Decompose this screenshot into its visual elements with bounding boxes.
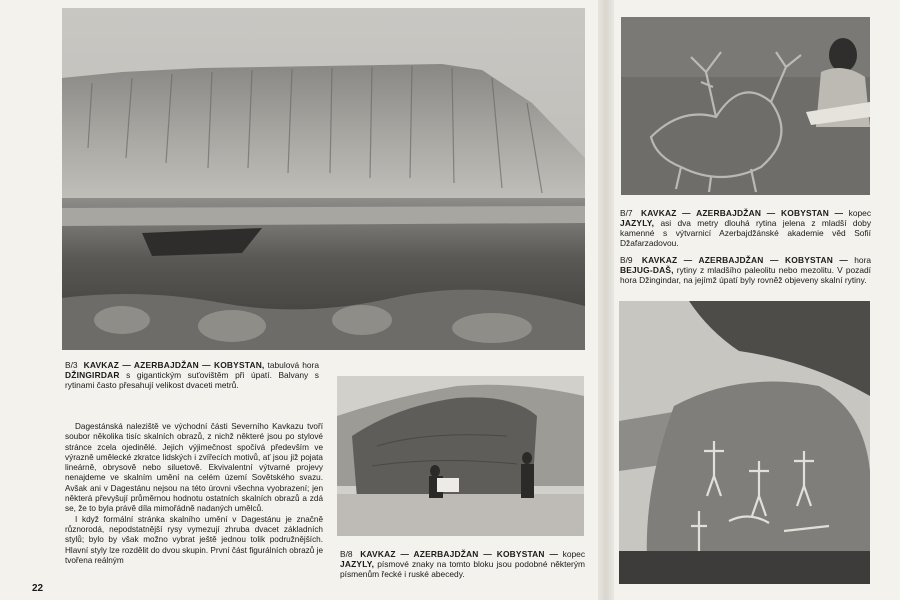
caption-place-name: JAZYLY, [340, 559, 375, 569]
caption-b9 [620, 255, 871, 285]
page-gutter [598, 0, 614, 600]
caption-pre: tabulová hora [267, 360, 320, 370]
figure-number: B/8 [340, 549, 353, 559]
body-paragraph: I když formální stránka skalního umění v Dagestánu je značně různorodá, nepodstatnější rysy vymezují zhruba dvacet základních stylů; bylo by však možno vybrat ještě jednou tolik podružnějších. Hlavní styly lze rozdělit do dvou skupin. První část figurálních obrazů je tvořena reálným [65, 514, 323, 565]
caption-heading: KAVKAZ — AZERBAJDŽAN — KOBYSTAN, [83, 360, 265, 370]
photo-b7-deer-engraving [621, 17, 870, 195]
caption-place-name: JAZYLY, [620, 218, 655, 228]
caption-heading: KAVKAZ — AZERBAJDŽAN — KOBYSTAN — [641, 255, 848, 265]
figure-number: B/3 [65, 360, 78, 370]
caption-text: písmové znaky na tomto bloku jsou podobné některým písmenům řecké i ruské abecedy. [340, 559, 586, 579]
caption-heading: KAVKAZ — AZERBAJDŽAN — KOBYSTAN — [641, 208, 844, 218]
caption-pre: kopec [562, 549, 586, 559]
caption-heading: KAVKAZ — AZERBAJDŽAN — KOBYSTAN — [360, 549, 559, 559]
caption-b3 [65, 360, 319, 390]
caption-b7 [620, 208, 871, 248]
caption-text: asi dva metry dlouhá rytina jelena z mladší doby kamenné s výtvarnicí Azerbajdžánské akademie věd Sofií Džafarzadovou. [620, 218, 872, 248]
figure-number: B/9 [620, 255, 633, 265]
body-paragraph: Dagestánská naleziště ve východní části Severního Kavkazu tvoří soubor několika tisíc skalních obrazů, z nichž některé jsou po stylové stránce zcela ojedinělé. Jejich výjimečnost spočívá především ve výrazně umělecké zkratce lidských i zvířecích motivů, ať jsou již pojata lineárně, obrysově nebo siluetově. Ekvivalentní výtvarné projevy nenajdeme ve skalním umění na celém území Sovětského svazu. Avšak ani v Dagestánu nejsou na této úrovni všechna vyobrazení; jen některá převyšují průměrnou hodnotu ostatních skalních obrazů a zdá se, že to byla právě díla mimořádně nadaných umělců. [65, 422, 323, 514]
caption-pre: hora [854, 255, 872, 265]
caption-place-name: BEJUG-DAŠ, [620, 265, 674, 275]
caption-place-name: DŽINGIRDAR [65, 370, 120, 380]
caption-text: s gigantickým suťovištěm při úpatí. Balvany s rytinami často přesahují velikost dvaceti metrů. [65, 370, 319, 390]
photo-b3-mesa-landscape [62, 8, 585, 350]
caption-pre: kopec [848, 208, 872, 218]
photo-b9-engraved-boulder [619, 301, 870, 584]
page-number: 22 [32, 583, 44, 594]
photo-b8-inscribed-rock [337, 376, 584, 536]
body-text-column [65, 422, 323, 566]
figure-number: B/7 [620, 208, 633, 218]
caption-b8 [340, 549, 585, 579]
caption-text: rytiny z mladšího paleolitu nebo mezolitu. V pozadí hora Džingindar, na jejímž úpatí byly rovněž objeveny skalní rytiny. [620, 265, 871, 285]
